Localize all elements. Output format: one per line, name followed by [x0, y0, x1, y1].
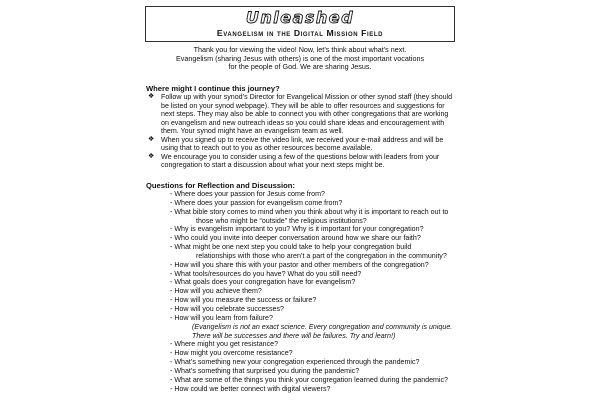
- question-item: - What bible story comes to mind when you think about why it is important to reach out to: [170, 207, 449, 216]
- bullet-text: We encourage you to consider using a few of the questions below with leaders from your congregation to start a discussion about what your next steps might be.: [161, 152, 440, 169]
- question-note: (Evangelism is not an exact science. Every congregation and community is unique. There will be successes and there will be failures. Try and learn!): [192, 322, 453, 340]
- questions-heading: Questions for Reflection and Discussion:: [146, 181, 295, 190]
- continue-heading: Where might I continue this journey?: [146, 84, 280, 93]
- bullet-item: [147, 93, 457, 136]
- diamond-bullet-icon: ❖: [148, 135, 155, 143]
- question-item: - Why is evangelism important to you? Why is it important for your congregation?: [170, 225, 424, 234]
- question-item: - What are some of the things you think your congregation learned during the pandemic?: [170, 375, 449, 384]
- question-item: - What goals does your congregation have for evangelism?: [170, 278, 356, 287]
- question-item: - Where does your passion for evangelism come from?: [170, 198, 343, 207]
- questions-list: [170, 190, 470, 393]
- title-box: [145, 6, 455, 42]
- question-item: - What’s something new your congregation experienced through the pandemic?: [170, 358, 420, 367]
- document-title: Unleashed: [245, 8, 355, 27]
- intro-line: for the people of God. We are sharing Jesus.: [228, 62, 372, 72]
- bullet-item: [147, 153, 457, 170]
- question-item: - How will you achieve them?: [170, 287, 262, 296]
- bullet-text: When you signed up to receive the video link, we received your e-mail address and will be using that to reach out to you as other resources become available.: [161, 135, 444, 152]
- question-item: - How will you learn from failure?: [170, 313, 273, 322]
- bullet-text: Follow up with your synod’s Director for Evangelical Mission or other synod staff (they should be listed on your synod webpage). They will be able to offer resources and suggestions for next steps. They may also be able to connect you with other congregations that are working on evangelism and new outreach ideas so you could share ideas and encouragement with them. Your synod might have an evangelism team as well.: [161, 93, 453, 135]
- question-item: - How will you celebrate successes?: [170, 304, 284, 313]
- question-item: - What’s something that surprised you during the pandemic?: [170, 366, 360, 375]
- question-continuation: those who might be “outside” the religious institutions?: [196, 216, 367, 225]
- intro-line: Thank you for viewing the video! Now, let’s think about what’s next.: [193, 45, 407, 54]
- intro-line: Evangelism (sharing Jesus with others) is one of the most important vocations: [175, 53, 425, 63]
- diamond-bullet-icon: ❖: [148, 93, 155, 100]
- question-item: - What tools/resources do you have? What do you still need?: [170, 269, 362, 278]
- question-item: - Who could you invite into deeper conversation around how we share our faith?: [170, 234, 421, 243]
- question-item: - Where might you get resistance?: [170, 340, 279, 349]
- bullet-item: [147, 136, 457, 153]
- question-item: - Where does your passion for Jesus come from?: [170, 190, 325, 198]
- continue-bullet-list: [147, 93, 457, 170]
- document-subtitle: Evangelism in the Digital Mission Field: [216, 28, 384, 38]
- question-continuation: relationships with those who aren’t a part of the congregation in the community?: [196, 251, 447, 260]
- question-item: - How will you measure the success or failure?: [170, 296, 317, 305]
- question-item: - How will you share this with your pastor and other members of the congregation?: [170, 260, 429, 269]
- question-item: - How could we better connect with digital viewers?: [170, 384, 331, 393]
- diamond-bullet-icon: ❖: [148, 152, 155, 160]
- question-item: - How might you overcome resistance?: [170, 349, 293, 358]
- intro-paragraph: [150, 46, 450, 72]
- question-item: - What might be one next step you could take to help your congregation build: [170, 243, 412, 252]
